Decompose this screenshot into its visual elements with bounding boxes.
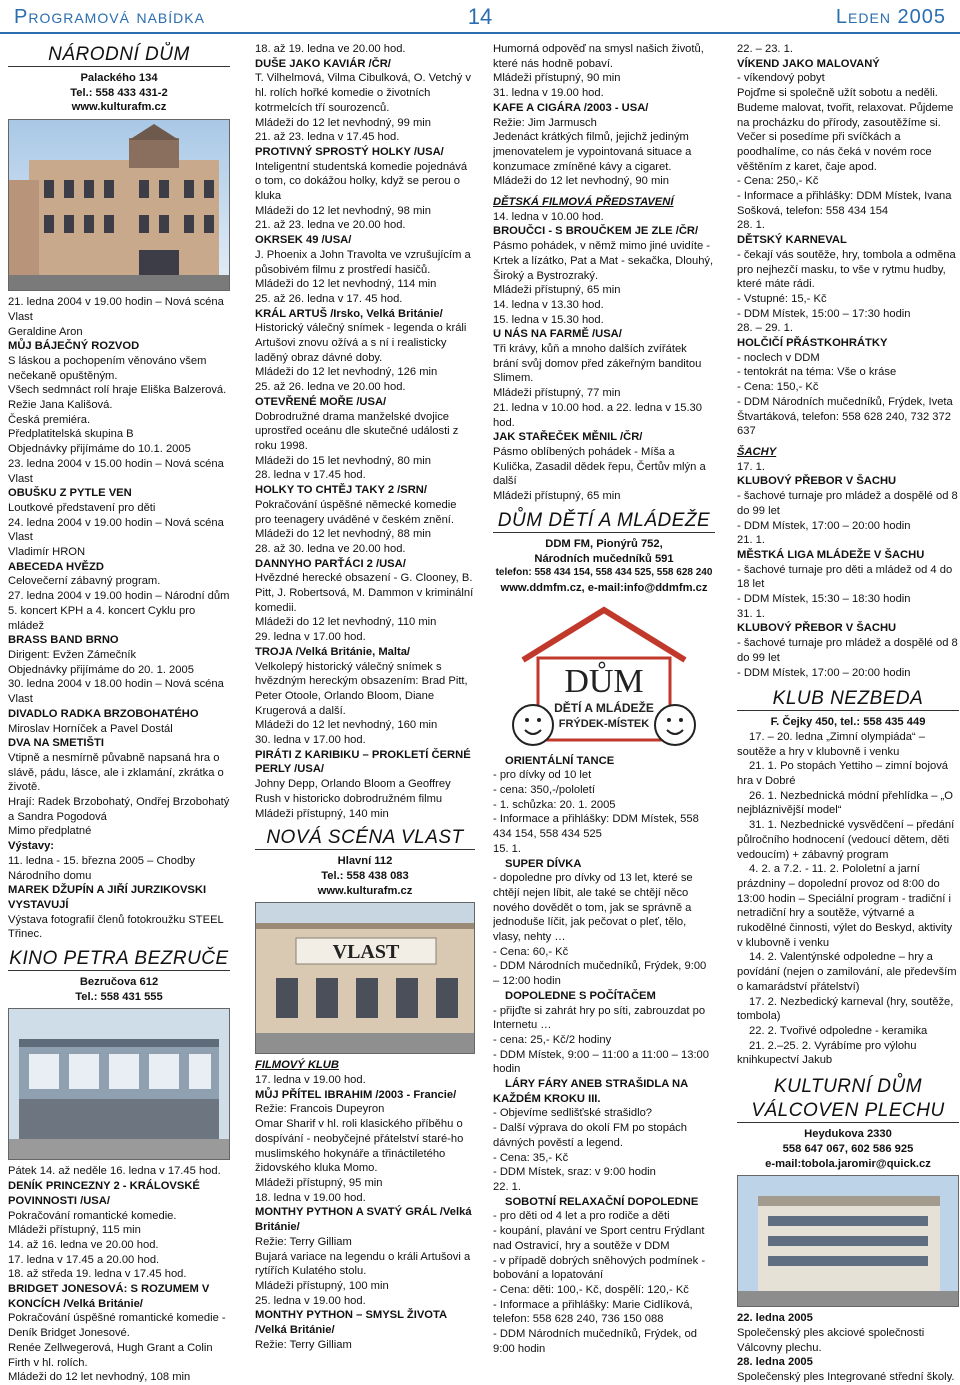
- kdvp-program: [737, 1311, 959, 1382]
- c4-line: - noclech v DDM: [737, 351, 820, 364]
- nd-line: ABECEDA HVĚZD: [8, 560, 104, 573]
- kino-line: Pokračování úspěšné romantické komedie - Deník Bridget Jonesové.: [8, 1312, 226, 1340]
- kino-address: Bezručova 612: [79, 976, 159, 989]
- ddm-address-1: DDM FM, Pionýrů 752,: [545, 537, 663, 550]
- klub-nezbeda-program: [737, 730, 959, 1068]
- kdvp-line: Společenský ples Integrované střední školy.: [737, 1371, 955, 1382]
- nd-line: Česká premiéra.: [8, 413, 91, 426]
- ddm-line: - cena: 25,- Kč/2 hodiny: [493, 1033, 612, 1046]
- nd-line: 5. koncert KPH a 4. koncert Cyklu pro mládež: [8, 604, 196, 632]
- page-number: 14: [467, 4, 493, 29]
- issue-date: Leden 2005: [835, 6, 946, 28]
- ddm-line: - Objevíme sedlišťské strašidlo?: [493, 1107, 653, 1120]
- c4-line: 22. – 23. 1.: [737, 43, 793, 55]
- kino-program-continued: [255, 42, 475, 821]
- ddm-line: - Cena: děti: 100,- Kč, dospělí: 120,- Kč: [493, 1283, 689, 1296]
- kino-line: 25. až 26. ledna ve 20.00 hod.: [255, 381, 406, 394]
- c3-line: U NÁS NA FARMĚ /USA/: [493, 328, 622, 341]
- kino-line: 17. ledna v 17.45 a 20.00 hod.: [8, 1253, 160, 1266]
- kino-line: OTEVŘENÉ MOŘE /USA/: [255, 395, 387, 408]
- column-2: [255, 42, 475, 1382]
- column-1: [8, 42, 230, 1382]
- kino-line: Velkolepý historický válečný snímek s hvězdným hereckým obsazením: Brad Pitt, Peter Otoole, Orlando Bloom, Diane Krugerová a další.: [255, 660, 468, 717]
- ddm-line: - Další výprava do okolí FM po stopách dávných pověstí a legend.: [493, 1122, 688, 1149]
- ddm-line: - přijďte si zahrát hry po síti, zabrouzdat po Internetu …: [493, 1004, 706, 1032]
- kdvp-heading-1: KULTURNÍ DŮM: [773, 1076, 923, 1098]
- c3-line: 21. ledna v 10.00 hod. a 22. ledna v 15.30 hod.: [493, 401, 703, 429]
- kino-line: KRÁL ARTUŠ /Irsko, Velká Británie/: [255, 307, 443, 320]
- c4-line: - šachové turnaje pro mládež a dospělé od 8 do 99 let: [737, 490, 958, 517]
- c3-line: Režie: Jim Jarmusch: [493, 116, 597, 129]
- kino-line: 21. až 23. ledna ve 20.00 hod.: [255, 219, 406, 232]
- c4-line: - tentokrát na téma: Vše o kráse: [737, 366, 897, 379]
- kino-line: Pokračování romantické komedie.: [8, 1209, 177, 1222]
- nsv-web: www.kulturafm.cz: [317, 884, 413, 897]
- kino-line: 29. ledna v 17.00 hod.: [255, 631, 366, 644]
- ddm-logo-graphic: [493, 600, 715, 750]
- page-header: [0, 0, 960, 34]
- nd-line: S láskou a pochopením věnováno všem nečekaně opuštěným.: [8, 354, 207, 382]
- kino-line: Mládeži do 12 let nevhodný, 98 min: [255, 204, 432, 217]
- nd-line: VYSTAVUJÍ: [8, 898, 69, 911]
- cinema-illustration: [9, 1009, 230, 1159]
- kn-line: 26. 1. Nezbednická módní přehlídka – „O nejbláznivější model“: [737, 789, 953, 817]
- kino-line: PIRÁTI Z KARIBIKU – PROKLETÍ ČERNÉ PERLY /USA/: [255, 748, 471, 776]
- ddm-line: - DDM Národních mučedníků, Frýdek, 9:00 – 12:00 hodin: [493, 960, 707, 988]
- kino-line: 14. až 16. ledna ve 20.00 hod.: [8, 1238, 159, 1251]
- kdvp-heading-2: VÁLCOVEN PLECHU: [737, 1100, 959, 1123]
- kino-program-end: [493, 42, 715, 504]
- ddm-line: SOBOTNÍ RELAXAČNÍ DOPOLEDNE: [505, 1195, 699, 1208]
- c4-line: 21. 1.: [737, 534, 765, 547]
- kino-program: [8, 1164, 230, 1382]
- nd-line: Objednávky přijímáme do 20. 1. 2005: [8, 663, 194, 676]
- kn-line: 17. 2. Nezbedický karneval (hry, soutěže, tombola): [737, 995, 954, 1023]
- nd-line: 23. ledna 2004 v 15.00 hodin – Nová scéna Vlast: [8, 457, 224, 485]
- kino-line: J. Phoenix a John Travolta ve vzrušujícím a působivém filmu z prostředí hasičů.: [255, 248, 471, 276]
- nd-line: Všech sedmnáct rolí hraje Eliška Balzerová.: [8, 384, 227, 397]
- ddm-line: 22. 1.: [493, 1181, 521, 1193]
- kino-line: Mládeži do 12 let nevhodný, 110 min: [255, 616, 437, 629]
- klub-nezbeda-heading: KLUB NEZBEDA: [737, 688, 959, 711]
- nd-line: BRASS BAND BRNO: [8, 634, 119, 647]
- c4-line: Pojďme si společně užít sobotu a neděli. Budeme malovat, tvořit, relaxovat. Půjdeme na procházku do přírody, zasoutěžíme si. Večer si posedíme při svíčkách a poodhalíme, co nás čeká v novém roce věštěním z karet, čaje apod.: [737, 87, 954, 173]
- ddm-line: - pro dívky od 10 let: [493, 769, 592, 782]
- c3-line: JAK STAŘEČEK MĚNIL /ČR/: [493, 431, 643, 444]
- narodni-dum-photo: [8, 119, 230, 291]
- ddm-line: ORIENTÁLNÍ TANCE: [505, 754, 615, 767]
- kino-line: Mládeži do 15 let nevhodný, 80 min: [255, 454, 432, 467]
- c4-line: - DDM Místek, 17:00 – 20:00 hodin: [737, 519, 911, 532]
- kdvp-email: e-mail:tobola.jaromir@quick.cz: [765, 1157, 931, 1170]
- c4-line: - Vstupné: 15,- Kč: [737, 292, 827, 305]
- nd-line: 24. ledna 2004 v 19.00 hodin – Nová scéna Vlast: [8, 516, 224, 544]
- nd-line: Miroslav Horníček a Pavel Dostál: [8, 722, 173, 735]
- c4-line: 28. 1.: [737, 219, 765, 232]
- kino-line: T. Vilhelmová, Vilma Cibulková, O. Vetchý v hl. rolích hořké komedie o životních kotrmelcích tří sourozenců.: [255, 72, 471, 114]
- kino-line: DENÍK PRINCEZNY 2 - KRÁLOVSKÉ POVINNOSTI /USA/: [8, 1180, 200, 1207]
- nd-phone: Tel.: 558 433 431-2: [70, 86, 168, 99]
- fk-line: 17. ledna v 19.00 hod.: [255, 1074, 366, 1087]
- nd-line: 21. ledna 2004 v 19.00 hodin – Nová scéna Vlast: [8, 296, 224, 323]
- kino-line: Mládeži do 12 let nevhodný, 88 min: [255, 528, 432, 541]
- kino-line: Mládeži do 12 let nevhodný, 160 min: [255, 719, 438, 732]
- kino-line: Mládeži do 12 let nevhodný, 114 min: [255, 278, 437, 291]
- kn-address: F. Čejky 450, tel.: 558 435 449: [770, 716, 926, 729]
- c4-line: - čekají vás soutěže, hry, tombola a odměna pro nejhezčí masku, to vše v rytmu hudby, které máte rádi.: [737, 248, 956, 291]
- kino-line: BRIDGET JONESOVÁ: S ROZUMEM V KONCÍCH /Velká Británie/: [8, 1283, 210, 1310]
- kino-line: 30. ledna v 17.00 hod.: [255, 734, 366, 747]
- nd-line: DVA NA SMETIŠTI: [8, 737, 104, 750]
- c4-line: VÍKEND JAKO MALOVANÝ: [737, 57, 880, 70]
- c3-line: Mládeži přístupný, 77 min: [493, 387, 621, 400]
- ddm-line: DOPOLEDNE S POČÍTAČEM: [505, 989, 656, 1002]
- kdvp-illustration: [738, 1176, 959, 1306]
- c4-line: 17. 1.: [737, 460, 765, 473]
- kino-line: DANNYHO PARŤÁCI 2 /USA/: [255, 557, 406, 570]
- nd-line: Vladimír HRON: [8, 546, 86, 559]
- kdvp-line: 28. ledna 2005: [737, 1356, 813, 1369]
- kdvp-photo: [737, 1175, 959, 1307]
- kino-line: Mládeži přístupný, 115 min: [8, 1224, 141, 1237]
- fk-line: Omar Sharif v hl. roli klasického příběhu o dospívání - neobyčejné přátelství staré-ho muslimského hokynáře a třináctiletého židovského kluka Momo.: [255, 1118, 464, 1175]
- kdvp-address: Heydukova 2330: [804, 1128, 892, 1141]
- kn-line: 4. 2. a 7.2. - 11. 2. Pololetní a jarní prázdniny – dopolední provoz od 8:00 do 13:00 hodin – Speciální program - tradiční i netradiční hry a soutěže, výtvarné a rukodělné činnosti, výlet do Beskyd, aktivity v klubovně i venku: [737, 863, 953, 949]
- c4-line: - šachové turnaje pro mládež a dospělé od 8 do 99 let: [737, 637, 958, 664]
- kino-line: OKRSEK 49 /USA/: [255, 234, 352, 247]
- kino-line: Mládeži do 12 let nevhodný, 108 min: [8, 1371, 191, 1382]
- kino-heading: KINO PETRA BEZRUČE: [9, 948, 229, 970]
- c3-line: Mládeži přístupný, 65 min: [493, 490, 621, 503]
- ddm-line: - dopoledne pro dívky od 13 let, které se chtějí nejen líbit, ale také se chtějí něco nového dovědět o tom, jak se správně a jednoduše líčit, jak pečovat o pleť, tělo, vlasy, nehty …: [493, 872, 693, 944]
- kino-line: Hvězdné herecké obsazení - G. Clooney, B. Pitt, J. Robertsová, M. Dammon v kriminální komedii.: [255, 572, 474, 614]
- ddm-logo: [493, 600, 715, 750]
- c4-line: - DDM Místek, 17:00 – 20:00 hodin: [737, 666, 911, 679]
- nd-address: Palackého 134: [80, 72, 158, 84]
- kino-line: Mládeži přístupný, 140 min: [255, 807, 389, 820]
- ddm-line: - v případě dobrých sněhových podmínek - bobování a lopatování: [493, 1254, 706, 1282]
- nd-line: Vtipně a nesmírně půvabně napsaná hra o slávě, pádu, lásce, ale i zklamání, zkrátka o životě.: [8, 751, 224, 794]
- c4-line: HOLČIČÍ PŘÁSTKOHRÁTKY: [737, 337, 888, 350]
- kino-line: Dobrodružné drama manželské dvojice uprostřed oceánu dle skutečné události z roku 1998.: [255, 410, 459, 452]
- c4-line: - víkendový pobyt: [737, 72, 825, 85]
- ddm-line: - DDM Místek, 9:00 – 11:00 a 11:00 – 13:00 hodin: [493, 1048, 709, 1076]
- nsv-phone: Tel.: 558 438 083: [321, 869, 409, 882]
- narodni-dum-program: [8, 295, 230, 942]
- fk-line: MONTHY PYTHON A SVATÝ GRÁL /Velká Británie/: [255, 1206, 472, 1234]
- nd-line: 30. ledna 2004 v 18.00 hodin – Nová scéna Vlast: [8, 678, 224, 706]
- kino-line: PROTIVNÝ SPROSTÝ HOLKY /USA/: [255, 145, 444, 158]
- c3-line: 14. ledna v 13.30 hod.: [493, 298, 604, 311]
- column-3: [493, 42, 715, 1382]
- c4-line: - DDM Místek, 15:30 – 18:30 hodin: [737, 593, 911, 606]
- kn-line: 22. 2. Tvořivé odpoledne - keramika: [749, 1025, 928, 1037]
- c4-line: - DDM Místek, 15:00 – 17:30 hodin: [737, 307, 911, 320]
- logo-deti: DĚTÍ A MLÁDEŽE: [554, 700, 654, 715]
- c3-line: Pásmo oblíbených pohádek - Míša a Kulička, Zasadil dědek řepu, Čertův mlýn a další: [493, 445, 706, 488]
- logo-dum: DŮM: [564, 662, 644, 700]
- c4-line: - Cena: 250,- Kč: [737, 175, 819, 188]
- nd-line: Předplatitelská skupina B: [8, 428, 134, 441]
- kn-line: 21. 2.–25. 2. Vyrábíme pro výlohu knihkupectví Jakub: [737, 1039, 917, 1067]
- fk-line: MŮJ PŘÍTEL IBRAHIM /2003 - Francie/: [255, 1088, 457, 1101]
- fk-line: Režie: Terry Gilliam: [255, 1338, 352, 1351]
- c4-line: MĚSTKÁ LIGA MLÁDEŽE V ŠACHU: [737, 548, 925, 561]
- nd-line: Celovečerní zábavný program.: [8, 575, 161, 588]
- ddm-heading: DŮM DĚTÍ A MLÁDEŽE: [493, 510, 715, 533]
- nd-line: Objednávky přijímáme do 10.1. 2005: [8, 443, 191, 456]
- kino-line: 28. až 30. ledna ve 20.00 hod.: [255, 542, 406, 555]
- nd-line: 27. ledna 2004 v 19.00 hodin – Národní dům: [8, 590, 230, 603]
- fk-line: MONTHY PYTHON – SMYSL ŽIVOTA /Velká Británie/: [255, 1309, 447, 1337]
- fk-line: Mládeži přístupný, 100 min: [255, 1279, 389, 1292]
- ddm-line: 15. 1.: [493, 842, 521, 855]
- nd-line: Geraldine Aron: [8, 325, 83, 338]
- header-rule: [0, 32, 960, 34]
- kdvp-line: Společenský ples akciové společnosti Válcovny plechu.: [737, 1326, 925, 1354]
- ddm-line: - Cena: 60,- Kč: [493, 945, 569, 958]
- fk-line: Bujará variace na legendu o králi Artušovi a rytířích Kulatého stolu.: [255, 1250, 471, 1278]
- ddm-program-continued: [737, 42, 959, 680]
- kino-line: TROJA /Velká Británie, Malta/: [255, 645, 411, 658]
- c4-line: - šachové turnaje pro děti a mládež od 4 do 18 let: [737, 563, 953, 591]
- fk-line: Mládeži přístupný, 95 min: [255, 1177, 383, 1189]
- c4-line: 31. 1.: [737, 607, 765, 620]
- nsv-address: Hlavní 112: [337, 855, 393, 868]
- ddm-line: - koupání, plavání ve Sport centru Frýdlant nad Ostravicí, hry a soutěže v DDM: [493, 1225, 705, 1252]
- nd-line: Dirigent: Evžen Zámečník: [8, 648, 137, 661]
- kino-line: Mládeži do 12 let nevhodný, 126 min: [255, 366, 438, 379]
- kino-phone: Tel.: 558 431 555: [75, 990, 163, 1003]
- c3-line: Mládeži do 12 let nevhodný, 90 min: [493, 175, 670, 188]
- ddm-phone: telefon: 558 434 154, 558 434 525, 558 628 240: [495, 567, 713, 579]
- ddm-line: - cena: 350,-/pololetí: [493, 784, 595, 797]
- c3-line: 31. ledna v 19.00 hod.: [493, 87, 604, 100]
- c3-line: KAFE A CIGÁRA /2003 - USA/: [493, 101, 649, 114]
- ddm-line: - 1. schůzka: 20. 1. 2005: [493, 798, 616, 811]
- c4-line: - DDM Národních mučedníků, Frýdek, Iveta Štvartáková, telefon: 558 628 240, 732 372 637: [737, 395, 953, 438]
- c4-line: KLUBOVÝ PŘEBOR V ŠACHU: [737, 475, 897, 488]
- kino-line: 21. až 23. ledna v 17.45 hod.: [255, 131, 400, 144]
- fk-line: 18. ledna v 19.00 hod.: [255, 1191, 366, 1204]
- nd-line: Výstava fotografií členů fotokroužku STEEL Třinec.: [8, 913, 224, 941]
- ddm-web: www.ddmfm.cz, e-mail:info@ddmfm.cz: [500, 581, 708, 594]
- kino-line: 25. až 26. ledna v 17. 45 hod.: [255, 292, 403, 305]
- c4-line: KLUBOVÝ PŘEBOR V ŠACHU: [737, 622, 897, 635]
- kino-line: Renée Zellwegerová, Hugh Grant a Colin Firth v hl. rolích.: [8, 1341, 213, 1369]
- vlast-sign: VLAST: [332, 941, 400, 964]
- nd-line: MAREK DŽUPÍN A JIŘÍ JURZIKOVSKI: [8, 884, 207, 897]
- logo-fm: FRÝDEK-MÍSTEK: [558, 717, 650, 730]
- kino-line: Mládeži do 12 let nevhodný, 99 min: [255, 116, 432, 129]
- ddm-line: - DDM Národních mučedníků, Frýdek, od 9:00 hodin: [493, 1328, 697, 1355]
- nd-line: 11. ledna - 15. března 2005 – Chodby Národního domu: [8, 854, 196, 882]
- c4-line: - Cena: 150,- Kč: [737, 381, 819, 394]
- kino-line: 28. ledna v 17.45 hod.: [255, 469, 366, 482]
- narodni-dum-heading: NÁRODNÍ DŮM: [8, 44, 230, 67]
- kino-line: 18. až středa 19. ledna v 17.45 hod.: [8, 1268, 187, 1281]
- kn-line: 14. 2. Valentýnské odpoledne – hry a povídání (nejen o zamilování, ale především o kamarádství přátelství): [737, 951, 957, 993]
- kino-line: Historický válečný snímek - legenda o králi Artušovi znovu ožívá a s ní i realisticky laděný obraz dávné doby.: [255, 322, 467, 364]
- c3-line: Tři krávy, kůň a mnoho dalších zvířátek brání svůj domov před zákeřným banditou Slimem.: [493, 343, 702, 385]
- fk-line: Režie: Francois Dupeyron: [255, 1103, 385, 1116]
- kino-line: 18. až 19. ledna ve 20.00 hod.: [255, 43, 406, 55]
- c3-line: 14. ledna v 10.00 hod.: [493, 210, 604, 223]
- fk-line: Režie: Terry Gilliam: [255, 1235, 352, 1248]
- nd-line: OBUŠKU Z PYTLE VEN: [8, 487, 132, 500]
- kino-line: Inteligentní studentská komedie pojednává o tom, co dokážou holky, když se perou o kluka: [255, 160, 468, 203]
- kn-line: 31. 1. Nezbednické vysvědčení – předání půlročního hodnocení (vedoucí dětem, děti vedoucím) + zábavný program: [737, 819, 955, 861]
- ddm-line: SUPER DÍVKA: [505, 857, 582, 870]
- ddm-line: - DDM Místek, sraz: v 9:00 hodin: [493, 1166, 656, 1179]
- nd-line: Výstavy:: [8, 840, 55, 853]
- c3-line: Jedenáct krátkých filmů, jejichž jediným jmenovatelem je vypointovaná situace a konzumace zmíněné kávy a cigaret.: [493, 131, 692, 173]
- nd-line: Režie Jana Kališová.: [8, 399, 113, 412]
- nd-line: DIVADLO RADKA BRZOBOHATÉHO: [8, 707, 199, 720]
- nova-scena-photo: [255, 902, 475, 1054]
- kino-line: Pokračování úspěšné německé komedie pro teenagery uváděné v českém znění.: [255, 498, 457, 526]
- ddm-line: - pro děti od 4 let a pro rodiče a děti: [493, 1210, 670, 1223]
- nd-line: Loutkové představení pro děti: [8, 501, 156, 514]
- kino-line: Pátek 14. až neděle 16. ledna v 17.45 hod.: [8, 1165, 221, 1178]
- section-title: Programová nabídka: [14, 6, 205, 28]
- c3-line: Mládeži přístupný, 65 min: [493, 284, 621, 297]
- c3-line: DĚTSKÁ FILMOVÁ PŘEDSTAVENÍ: [493, 196, 674, 209]
- kino-line: HOLKY TO CHTĚJ TAKY 2 /SRN/: [255, 484, 427, 497]
- nd-line: MŮJ BÁJEČNÝ ROZVOD: [8, 340, 140, 353]
- filmovy-klub: [255, 1058, 475, 1352]
- theatre-illustration: [256, 903, 475, 1053]
- nd-line: Mimo předplatné: [8, 825, 92, 838]
- building-illustration: [9, 120, 230, 290]
- nd-web: www.kulturafm.cz: [71, 101, 167, 114]
- fk-line: 25. ledna v 19.00 hod.: [255, 1294, 366, 1307]
- kdvp-line: 22. ledna 2005: [737, 1312, 813, 1325]
- kino-photo: [8, 1008, 230, 1160]
- kino-line: DUŠE JAKO KAVIÁR /ČR/: [255, 57, 391, 70]
- kdvp-phone: 558 647 067, 602 586 925: [782, 1142, 914, 1155]
- c3-line: Pásmo pohádek, v němž mimo jiné uvidíte - Krtek a lízátko, Pat a Mat - sekačka, Dlouhý, Široký a Bystrozraký.: [493, 240, 714, 282]
- fk-line: FILMOVÝ KLUB: [255, 1059, 339, 1072]
- c4-line: ŠACHY: [737, 445, 777, 458]
- c3-line: BROUČCI - S BROUČKEM JE ZLE /ČR/: [493, 225, 699, 238]
- ddm-line: - Cena: 35,- Kč: [493, 1151, 569, 1164]
- nd-line: Hrají: Radek Brzobohatý, Ondřej Brzobohatý a Sandra Pogodová: [8, 796, 230, 823]
- c3-line: Humorná odpověď na smysl našich životů, které nás hodně pobaví.: [493, 43, 704, 70]
- ddm-address-2: Národních mučedníků 591: [534, 552, 674, 565]
- nova-scena-heading: NOVÁ SCÉNA VLAST: [255, 827, 475, 850]
- c3-line: Mládeži přístupný, 90 min: [493, 72, 621, 85]
- c4-line: 28. – 29. 1.: [737, 322, 793, 335]
- column-4: [737, 42, 959, 1382]
- ddm-line: LÁRY FÁRY ANEB STRAŠIDLA NA KAŽDÉM KROKU III.: [493, 1078, 688, 1105]
- ddm-line: - Informace a přihlášky: Marie Cidlíková, telefon: 558 628 240, 736 150 088: [493, 1298, 693, 1326]
- ddm-program: [493, 754, 715, 1357]
- kn-line: 21. 1. Po stopách Yettiho – zimní bojová hra v Dobré: [737, 760, 949, 788]
- ddm-line: - Informace a přihlášky: DDM Místek, 558 434 154, 558 434 525: [493, 813, 699, 841]
- kn-line: 17. – 20. ledna „Zimní olympiáda“ – soutěže a hry v klubovně i venku: [737, 730, 925, 758]
- c3-line: 15. ledna v 15.30 hod.: [493, 313, 604, 326]
- kino-line: Johny Depp, Orlando Bloom a Geoffrey Rush v historicko dobrodružném filmu: [255, 778, 451, 805]
- c4-line: DĚTSKÝ KARNEVAL: [737, 234, 847, 247]
- c4-line: - Informace a přihlášky: DDM Místek, Ivana Sošková, telefon: 558 434 154: [737, 190, 952, 217]
